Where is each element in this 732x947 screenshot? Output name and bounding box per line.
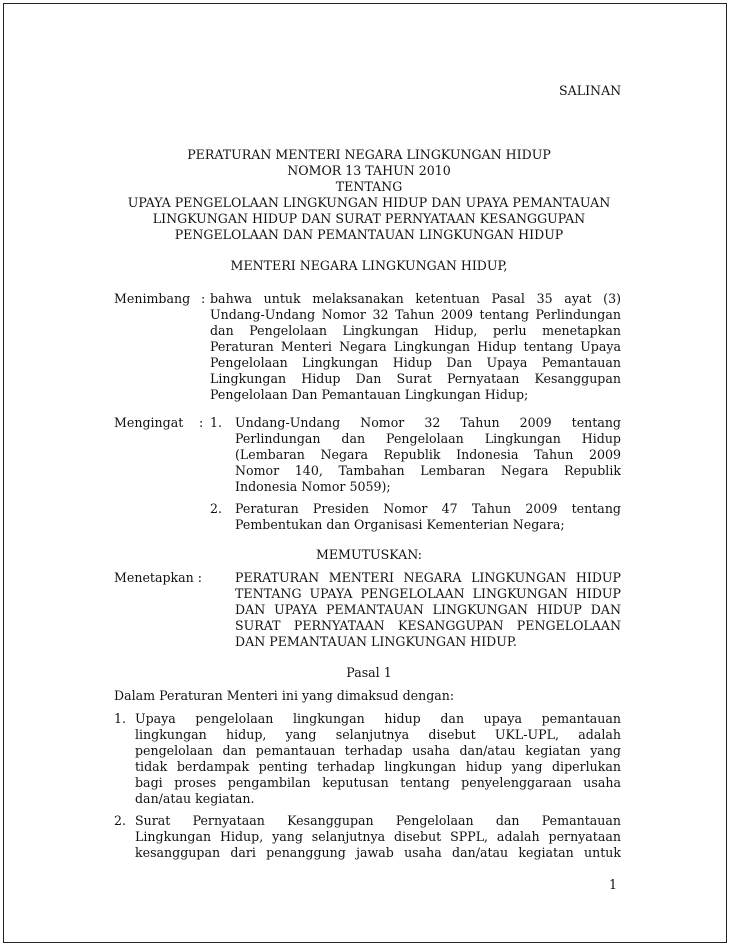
definition-number: 2. [114, 813, 127, 828]
title-line: PENGELOLAAN DAN PEMANTAUAN LINGKUNGAN HIDUP [174, 227, 564, 242]
text-line: Peraturan Presiden Nomor 47 Tahun 2009 tentang [235, 501, 621, 516]
text-line: (Lembaran Negara Republik Indonesia Tahun 2009 [235, 447, 621, 462]
menimbang-label: Menimbang [114, 291, 191, 306]
mengingat-colon: : [199, 415, 204, 430]
title-line: LINGKUNGAN HIDUP DAN SURAT PERNYATAAN KESANGGUPAN [152, 211, 586, 226]
mengingat-label: Mengingat [114, 415, 184, 430]
document-page [3, 3, 727, 943]
text-line: bahwa untuk melaksanakan ketentuan Pasal 35 ayat (3) [210, 291, 621, 306]
text-line: TENTANG UPAYA PENGELOLAAN LINGKUNGAN HIDUP [235, 586, 621, 601]
regulation-title [114, 147, 624, 243]
mengingat-item-2 [235, 501, 621, 533]
text-line: Upaya pengelolaan lingkungan hidup dan upaya pemantauan [135, 711, 621, 726]
text-line: Lingkungan Hidup Dan Surat Pernyataan Kesanggupan [210, 371, 621, 386]
mengingat-item-1 [235, 415, 621, 495]
text-line: SURAT PERNYATAAN KESANGGUPAN PENGELOLAAN [235, 618, 621, 633]
menimbang-colon: : [201, 291, 206, 306]
text-line: dan/atau kegiatan. [135, 791, 255, 806]
menimbang-text [210, 291, 621, 403]
text-line: Pengelolaan Lingkungan Hidup Dan Upaya Pemantauan [210, 355, 621, 370]
salinan-label: SALINAN [559, 83, 622, 98]
title-line: NOMOR 13 TAHUN 2010 [287, 163, 451, 178]
mengingat-item-number: 2. [210, 501, 223, 516]
text-line: tidak berdampak penting terhadap lingkungan hidup yang diperlukan [135, 759, 621, 774]
title-line: TENTANG [335, 179, 403, 194]
text-line: Indonesia Nomor 5059); [235, 479, 391, 494]
text-line: DAN PEMANTAUAN LINGKUNGAN HIDUP. [235, 634, 517, 649]
text-line: Nomor 140, Tambahan Lembaran Negara Republik [235, 463, 621, 478]
text-line: Undang-Undang Nomor 32 Tahun 2009 tentang [235, 415, 621, 430]
text-line: PERATURAN MENTERI NEGARA LINGKUNGAN HIDUP [235, 570, 621, 585]
text-line: lingkungan hidup, yang selanjutnya disebut UKL-UPL, adalah [135, 727, 621, 742]
definition-number: 1. [114, 711, 127, 726]
memutuskan-heading: MEMUTUSKAN: [315, 547, 423, 562]
menetapkan-label: Menetapkan : [114, 570, 203, 585]
text-line: Pengelolaan Dan Pemantauan Lingkungan Hidup; [210, 387, 529, 402]
text-line: Surat Pernyataan Kesanggupan Pengelolaan dan Pemantauan [135, 813, 621, 828]
page-number: 1 [609, 877, 618, 892]
title-line: UPAYA PENGELOLAAN LINGKUNGAN HIDUP DAN UPAYA PEMANTAUAN [127, 195, 611, 210]
text-line: bagi proses pengambilan keputusan tentang penyelenggaraan usaha [135, 775, 621, 790]
definition-item-1 [135, 711, 621, 807]
text-line: pengelolaan dan pemantauan terhadap usaha dan/atau kegiatan yang [135, 743, 621, 758]
text-line: dan Pengelolaan Lingkungan Hidup, perlu menetapkan [210, 323, 621, 338]
menetapkan-text [235, 570, 621, 650]
pasal-intro: Dalam Peraturan Menteri ini yang dimaksud dengan: [114, 688, 455, 703]
text-line: Peraturan Menteri Negara Lingkungan Hidup tentang Upaya [210, 339, 621, 354]
pasal-heading: Pasal 1 [346, 665, 392, 680]
text-line: Undang-Undang Nomor 32 Tahun 2009 tentang Perlindungan [210, 307, 621, 322]
text-line: kesanggupan dari penanggung jawab usaha dan/atau kegiatan untuk [135, 845, 621, 860]
definition-item-2 [135, 813, 621, 861]
title-line: PERATURAN MENTERI NEGARA LINGKUNGAN HIDUP [187, 147, 551, 162]
text-line: Pembentukan dan Organisasi Kementerian Negara; [235, 517, 565, 532]
mengingat-item-number: 1. [210, 415, 223, 430]
text-line: DAN UPAYA PEMANTAUAN LINGKUNGAN HIDUP DAN [235, 602, 621, 617]
minister-heading: MENTERI NEGARA LINGKUNGAN HIDUP, [230, 258, 508, 273]
text-line: Lingkungan Hidup, yang selanjutnya disebut SPPL, adalah pernyataan [135, 829, 621, 844]
text-line: Perlindungan dan Pengelolaan Lingkungan Hidup [235, 431, 621, 446]
